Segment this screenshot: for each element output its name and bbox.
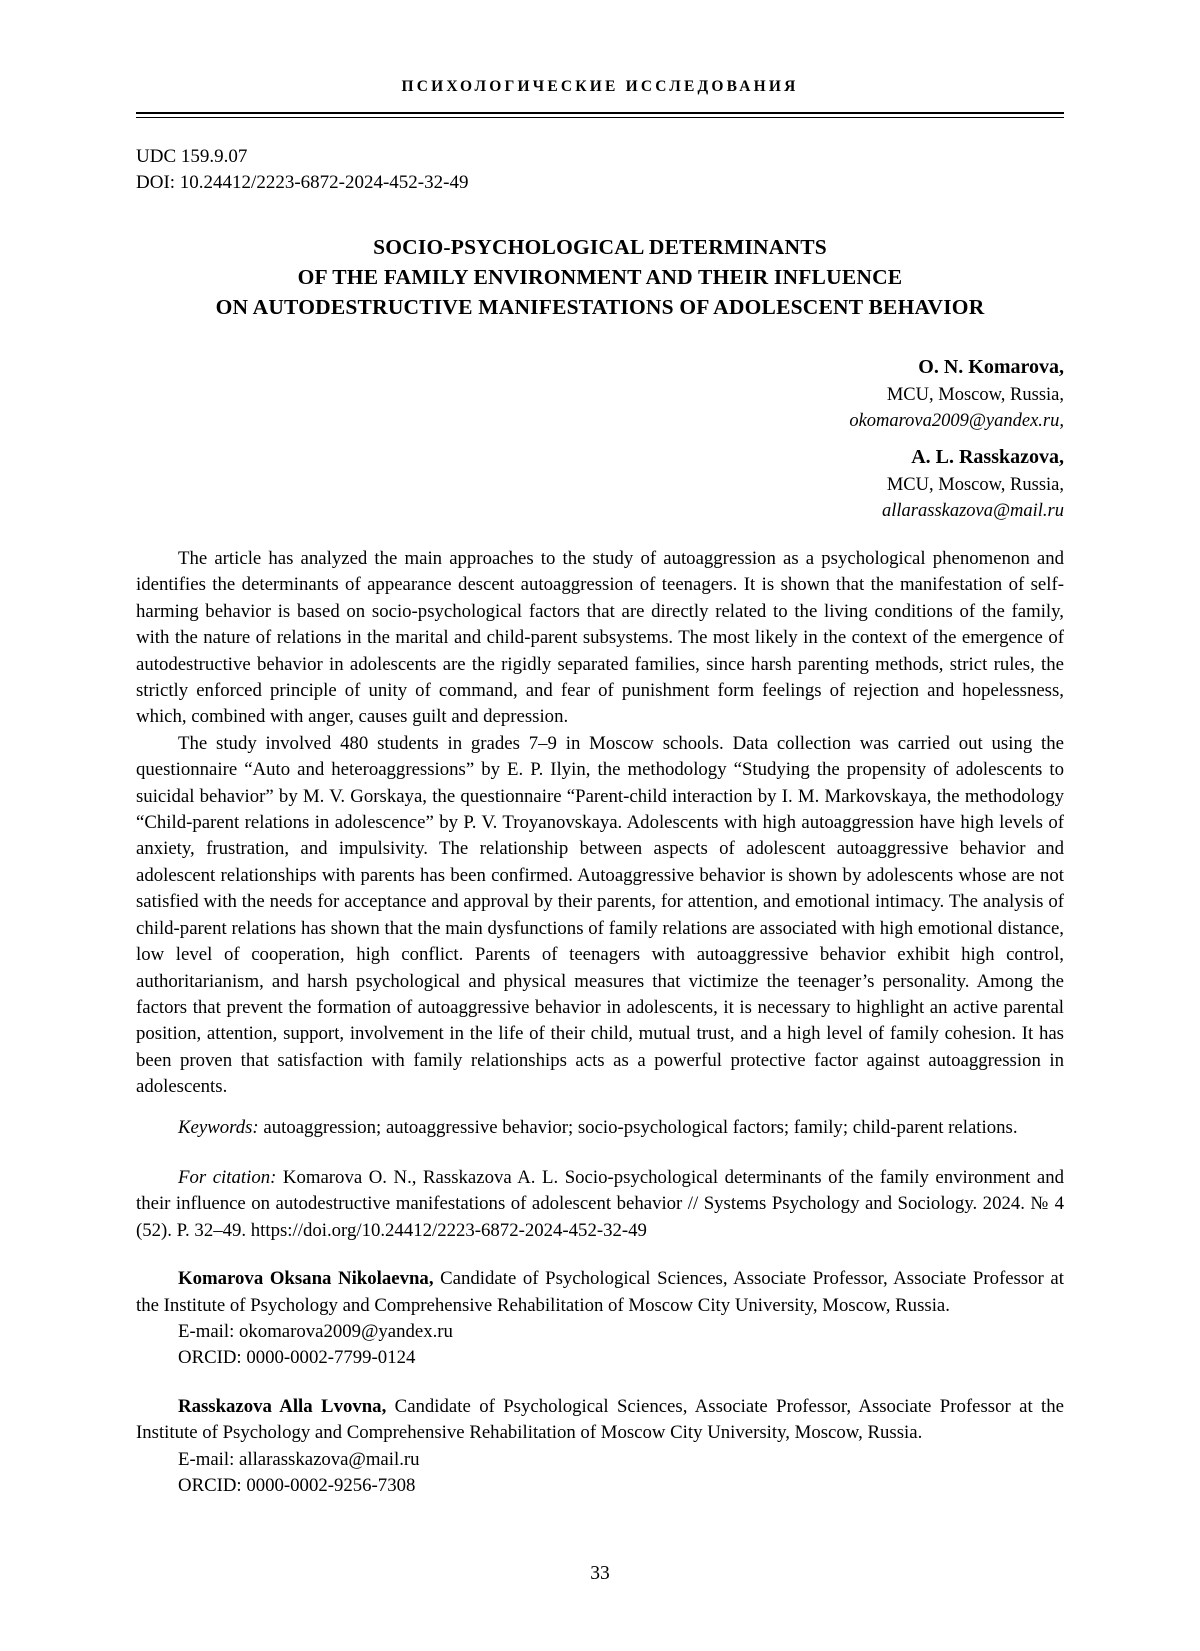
citation-label: For citation:	[178, 1166, 277, 1188]
bio-orcid: ORCID: 0000-0002-7799-0124	[178, 1347, 416, 1369]
author-email: okomarova2009@yandex.ru,	[849, 411, 1064, 431]
keywords-text: autoaggression; autoaggressive behavior; socio-psychological factors; family; child-parent relations.	[258, 1116, 1018, 1138]
author-entry	[136, 352, 1064, 434]
bio-text: Candidate of Psychological Sciences, Associate Professor, Associate Professor at the Institute of Psychology and Comprehensive Rehabilitation of Moscow City University, Moscow, Russia.	[136, 1268, 1064, 1316]
author-block	[136, 352, 1064, 524]
udc-line: UDC 159.9.07	[136, 146, 248, 167]
bio-orcid: ORCID: 0000-0002-9256-7308	[178, 1475, 416, 1496]
author-entry	[136, 442, 1064, 524]
abstract	[136, 546, 1064, 1101]
citation-text: Komarova O. N., Rasskazova A. L. Socio-psychological determinants of the family environment and their influence on autodestructive manifestations of adolescent behavior // Systems Psychology and Sociology. 2024. № 4 (52). P. 32–49. https://doi.org/10.24412/2223-6872-2024-452-32-49	[136, 1166, 1064, 1241]
bio-name: Komarova Oksana Nikolaevna,	[178, 1268, 434, 1290]
title-line-2: OF THE FAMILY ENVIRONMENT AND THEIR INFLUENCE	[297, 265, 903, 289]
abstract-paragraph: The article has analyzed the main approaches to the study of autoaggression as a psychological phenomenon and identifies the determinants of appearance descent autoaggression of teenagers. It is shown that the manifestation of self-harming behavior is based on socio-psychological factors that are directly related to the living conditions of the family, with the nature of relations in the marital and child-parent subsystems. The most likely in the context of the emergence of autodestructive behavior in adolescents are the rigidly separated families, since harsh parenting methods, strict rules, the strictly enforced principle of unity of command, and fear of punishment form feelings of rejection and hopelessness, which, combined with anger, causes guilt and depression.	[136, 548, 1064, 728]
article-title	[136, 232, 1064, 322]
bio-text: Candidate of Psychological Sciences, Associate Professor, Associate Professor at the Institute of Psychology and Comprehensive Rehabilitation of Moscow City University, Moscow, Russia.	[136, 1395, 1064, 1444]
author-affiliation: MCU, Moscow, Russia,	[886, 475, 1064, 495]
title-line-1: SOCIO-PSYCHOLOGICAL DETERMINANTS	[373, 235, 827, 259]
author-affiliation: MCU, Moscow, Russia,	[886, 385, 1064, 405]
bio-email: E-mail: okomarova2009@yandex.ru	[178, 1320, 453, 1342]
abstract-paragraph: The study involved 480 students in grades 7–9 in Moscow schools. Data collection was carried out using the questionnaire “Auto and heteroaggressions” by E. P. Ilyin, the methodology “Studying the propensity of adolescents to suicidal behavior” by M. V. Gorskaya, the questionnaire “Parent-child interaction by I. M. Markovskaya, the methodology “Child-parent relations in adolescence” by P. V. Troyanovskaya. Adolescents with high autoaggression have high levels of anxiety, frustration, and impulsivity. The relationship between aspects of adolescent autoaggressive behavior and adolescent relationships with parents has been confirmed. Autoaggressive behavior is shown by adolescents whose are not satisfied with the needs for acceptance and approval by their parents, for attention, and emotional intimacy. The analysis of child-parent relations has shown that the main dysfunctions of family relations are associated with high emotional distance, low level of cooperation, high conflict. Parents of teenagers with autoaggressive behavior exhibit high control, authoritarianism, and harsh psychological and physical measures that victimize the teenager’s personality. Among the factors that prevent the formation of autoaggressive behavior in adolescents, it is necessary to highlight an active parental position, attention, support, involvement in the life of their child, mutual trust, and a high level of family cohesion. It has been proven that satisfaction with family relationships acts as a powerful protective factor against autoaggression in adolescents.	[136, 732, 1064, 1098]
author-email: allarasskazova@mail.ru	[882, 501, 1064, 521]
page-number: 33	[590, 1563, 610, 1584]
doi-line: DOI: 10.24412/2223-6872-2024-452-32-49	[136, 172, 469, 193]
header-divider	[136, 112, 1064, 118]
citation	[136, 1165, 1064, 1244]
author-name: A. L. Rasskazova,	[911, 446, 1064, 468]
title-line-3: ON AUTODESTRUCTIVE MANIFESTATIONS OF ADOLESCENT BEHAVIOR	[215, 295, 985, 319]
bio-name: Rasskazova Alla Lvovna,	[178, 1395, 387, 1417]
keywords-label: Keywords:	[178, 1116, 259, 1138]
running-head: ПСИХОЛОГИЧЕСКИЕ ИССЛЕДОВАНИЯ	[401, 78, 799, 95]
author-bio	[136, 1266, 1064, 1319]
author-bio	[136, 1394, 1064, 1447]
keywords	[136, 1115, 1064, 1141]
bio-email: E-mail: allarasskazova@mail.ru	[178, 1448, 420, 1470]
author-name: O. N. Komarova,	[918, 356, 1064, 378]
